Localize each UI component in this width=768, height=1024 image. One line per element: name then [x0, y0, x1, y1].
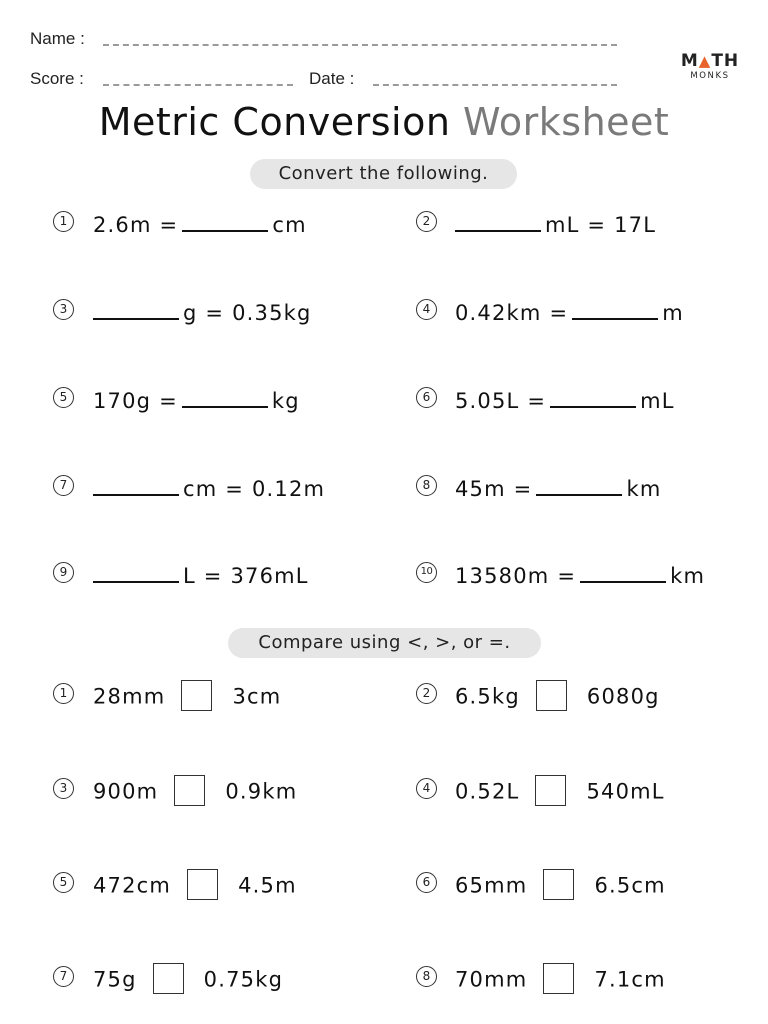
question-right-text: km	[626, 477, 662, 501]
question-left-text: 170g =	[93, 389, 178, 413]
score-field[interactable]	[103, 84, 293, 86]
question-right-text: kg	[271, 389, 300, 413]
compare-question	[455, 965, 666, 996]
compare-right-value: 540mL	[586, 779, 665, 804]
compare-right-value: 4.5m	[238, 873, 297, 898]
question-number: 6	[416, 387, 437, 408]
question-right-text: g = 0.35kg	[183, 301, 312, 325]
comparison-box[interactable]	[181, 680, 212, 711]
name-label: Name :	[30, 29, 85, 48]
compare-left-value: 900m	[93, 779, 159, 804]
compare-right-value: 3cm	[232, 684, 282, 709]
question-right-text: mL = 17L	[545, 213, 657, 237]
question-left-text: 45m =	[455, 477, 533, 501]
question-number: 2	[416, 211, 437, 232]
compare-question	[93, 682, 281, 713]
question-right-text: km	[670, 564, 706, 588]
question-left-text: 5.05L =	[455, 389, 547, 413]
answer-blank[interactable]	[455, 208, 541, 232]
question-number: 2	[416, 683, 437, 704]
convert-question	[93, 384, 300, 415]
question-right-text: L = 376mL	[183, 564, 309, 588]
comparison-box[interactable]	[536, 680, 567, 711]
compare-left-value: 0.52L	[455, 779, 520, 804]
question-number: 5	[53, 872, 74, 893]
comparison-box[interactable]	[535, 775, 566, 806]
compare-left-value: 70mm	[455, 967, 528, 992]
answer-blank[interactable]	[93, 559, 179, 583]
question-number: 8	[416, 475, 437, 496]
answer-blank[interactable]	[580, 559, 666, 583]
question-number: 1	[53, 211, 74, 232]
comparison-box[interactable]	[187, 869, 218, 900]
compare-left-value: 472cm	[93, 873, 172, 898]
question-number: 6	[416, 872, 437, 893]
question-left-text: 2.6m =	[93, 213, 179, 237]
comparison-box[interactable]	[543, 963, 574, 994]
triangle-icon: ▲	[698, 52, 712, 70]
title-worksheet: Worksheet	[463, 100, 670, 144]
compare-right-value: 0.9km	[225, 779, 298, 804]
question-right-text: cm = 0.12m	[183, 477, 326, 501]
answer-blank[interactable]	[536, 472, 622, 496]
convert-question	[455, 208, 656, 239]
question-number: 7	[53, 966, 74, 987]
compare-question	[93, 871, 297, 902]
question-number: 9	[53, 562, 74, 583]
compare-right-value: 7.1cm	[594, 967, 666, 992]
compare-question	[93, 777, 297, 808]
answer-blank[interactable]	[572, 296, 658, 320]
question-number: 4	[416, 778, 437, 799]
compare-right-value: 6080g	[586, 684, 660, 709]
question-number: 3	[53, 299, 74, 320]
compare-question	[455, 777, 665, 808]
page-title	[0, 100, 768, 144]
compare-right-value: 0.75kg	[203, 967, 284, 992]
compare-question	[455, 871, 666, 902]
compare-left-value: 28mm	[93, 684, 166, 709]
question-number: 1	[53, 683, 74, 704]
answer-blank[interactable]	[93, 472, 179, 496]
convert-question	[93, 472, 325, 503]
comparison-box[interactable]	[174, 775, 205, 806]
question-left-text: 0.42km =	[455, 301, 569, 325]
question-number: 7	[53, 475, 74, 496]
compare-instruction: Compare using <, >, or =.	[228, 628, 541, 658]
question-number: 10	[416, 562, 437, 583]
compare-left-value: 75g	[93, 967, 137, 992]
question-number: 4	[416, 299, 437, 320]
question-number: 5	[53, 387, 74, 408]
comparison-box[interactable]	[153, 963, 184, 994]
convert-question	[455, 472, 661, 503]
question-right-text: mL	[640, 389, 675, 413]
compare-left-value: 6.5kg	[455, 684, 520, 709]
logo-wordmark: M▲TH	[680, 51, 740, 71]
compare-question	[93, 965, 283, 996]
answer-blank[interactable]	[182, 384, 268, 408]
score-label: Score :	[30, 69, 84, 88]
answer-blank[interactable]	[93, 296, 179, 320]
title-main: Metric Conversion	[98, 100, 451, 144]
convert-question	[455, 559, 705, 590]
question-right-text: cm	[272, 213, 307, 237]
date-label: Date :	[309, 69, 355, 88]
convert-question	[455, 296, 684, 327]
question-number: 8	[416, 966, 437, 987]
logo-subtext: MONKS	[690, 71, 730, 81]
convert-question	[93, 559, 309, 590]
answer-blank[interactable]	[550, 384, 636, 408]
math-monks-logo	[679, 52, 741, 81]
convert-instruction: Convert the following.	[250, 159, 517, 189]
compare-right-value: 6.5cm	[594, 873, 666, 898]
question-number: 3	[53, 778, 74, 799]
comparison-box[interactable]	[543, 869, 574, 900]
compare-left-value: 65mm	[455, 873, 528, 898]
convert-question	[93, 208, 307, 239]
answer-blank[interactable]	[182, 208, 268, 232]
question-right-text: m	[662, 301, 684, 325]
convert-question	[93, 296, 312, 327]
date-field[interactable]	[373, 84, 617, 86]
compare-question	[455, 682, 660, 713]
name-field[interactable]	[103, 44, 617, 46]
question-left-text: 13580m =	[455, 564, 577, 588]
convert-question	[455, 384, 675, 415]
